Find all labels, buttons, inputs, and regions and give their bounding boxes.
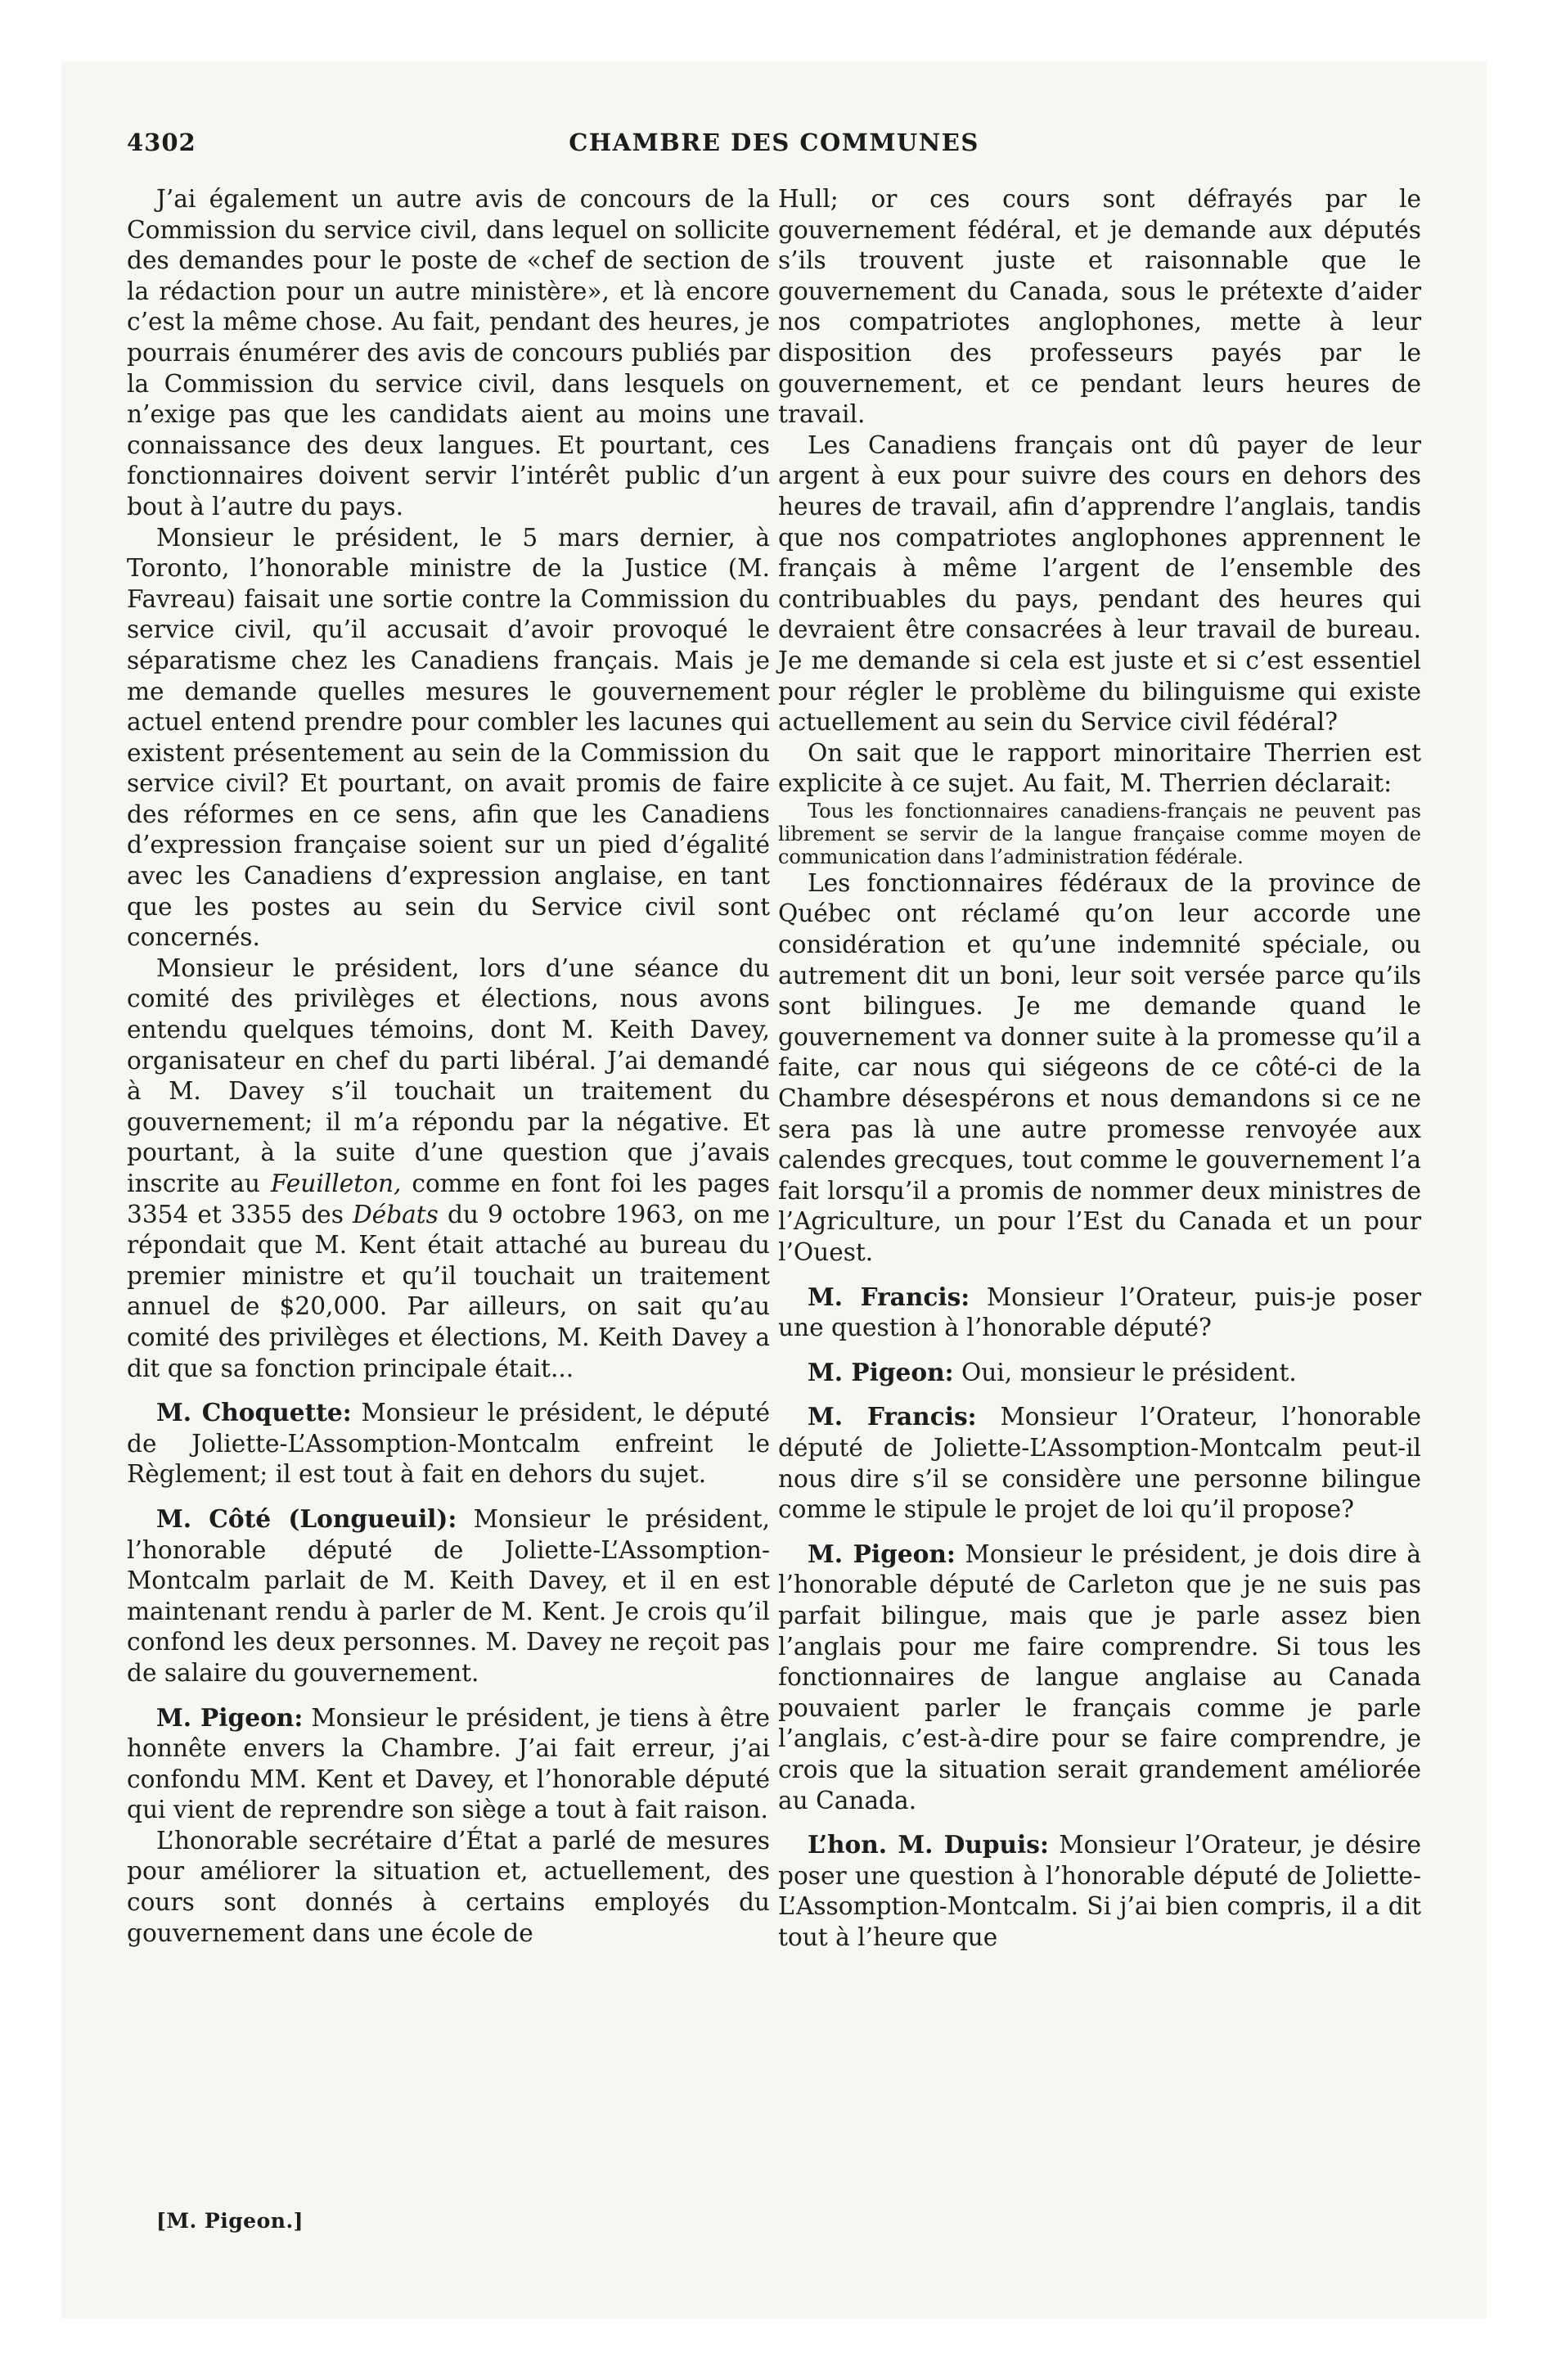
speech: L’hon. M. Dupuis: Monsieur l’Orateur, je désire poser une question à l’honorable député de Joliette-L’Assomption-Montcalm. Si j’ai bien compris, il a dit tout à l’heure que — [778, 1830, 1421, 1951]
page-header — [127, 128, 1421, 178]
paragraph: Monsieur le président, le 5 mars dernier, à Toronto, l’honorable ministre de la Justice (M. Favreau) faisait une sortie contre la Commission du service civil, qu’il accusait d’avoir provoqué le séparatisme chez les Canadiens français. Mais je me demande quelles mesures le gouvernement actuel entend prendre pour combler les lacunes qui existent présentement au sein de la Commission du service civil? Et pourtant, on avait promis de faire des réformes en ce sens, afin que les Canadiens d’expression française soient sur un pied d’égalité avec les Canadiens d’expression anglaise, en tant que les postes au sein du Service civil sont concernés. — [127, 523, 770, 952]
paragraph: J’ai également un autre avis de concours de la Commission du service civil, dans lequel on sollicite des demandes pour le poste de «chef de section de la rédaction pour un autre ministère», et là encore c’est la même chose. Au fait, pendant des heures, je pourrais énumérer des avis de concours publiés par la Commission du service civil, dans lesquels on n’exige pas que les candidats aient au moins une connaissance des deux langues. Et pourtant, ces fonctionnaires doivent servir l’intérêt public d’un bout à l’autre du pays. — [127, 185, 770, 521]
paragraph: Monsieur le président, lors d’une séance du comité des privilèges et élections, nous avons entendu quelques témoins, dont M. Keith Davey, organisateur en chef du parti libéral. J’ai demandé à M. Davey s’il touchait un traitement du gouvernement; il m’a répondu par la négative. Et pourtant, à la suite d’une question que j’avais inscrite au Feuilleton, comme en font foi les pages 3354 et 3355 des Débats du 9 octobre 1963, on me répondait que M. Kent était attaché au bureau du premier ministre et qu’il touchait un traitement annuel de $20,000. Par ailleurs, on sait qu’au comité des privilèges et élections, M. Keith Davey a dit que sa fonction principale était... — [127, 953, 770, 1382]
italic-term: Débats — [352, 1200, 439, 1228]
paragraph: Les Canadiens français ont dû payer de leur argent à eux pour suivre des cours en dehors des heures de travail, afin d’apprendre l’anglais, tandis que nos compatriotes anglophones apprennent le français à même l’argent de l’ensemble des contribuables du pays, pendant des heures qui devraient être consacrées à leur travail de bureau. Je me demande si cela est juste et si c’est essentiel pour régler le problème du bilinguisme qui existe actuellement au sein du Service civil fédéral? — [778, 430, 1421, 737]
speech: M. Pigeon: Oui, monsieur le président. — [808, 1357, 1297, 1386]
speaker-name: M. Francis: — [808, 1282, 970, 1311]
speech: M. Côté (Longueuil): Monsieur le président, l’honorable député de Joliette-L’Assomption-Montcalm parlait de M. Keith Davey, et il en est maintenant rendu à parler de M. Kent. Je crois qu’il confond les deux personnes. M. Davey ne reçoit pas de salaire du gouvernement. — [127, 1503, 770, 1687]
speech: M. Francis: Monsieur l’Orateur, puis-je poser une question à l’honorable député? — [778, 1282, 1422, 1342]
footer-speaker-reference: [M. Pigeon.] — [156, 2209, 304, 2233]
document-page — [61, 61, 1487, 2319]
speech: M. Choquette: Monsieur le président, le député de Joliette-L’Assomption-Montcalm enfreint le Règlement; il est tout à fait en dehors du sujet. — [127, 1398, 770, 1489]
speech: M. Francis: Monsieur l’Orateur, l’honorable député de Joliette-L’Assomption-Montcalm peut-il nous dire s’il se considère une personne bilingue comme le stipule le projet de loi qu’il propose? — [778, 1402, 1421, 1524]
speaker-name: M. Côté (Longueuil): — [156, 1503, 457, 1533]
paragraph: On sait que le rapport minoritaire Therrien est explicite à ce sujet. Au fait, M. Therrien déclarait: — [778, 738, 1421, 798]
paragraph: Hull; or ces cours sont défrayés par le gouvernement fédéral, et je demande aux députés s’ils trouvent juste et raisonnable que le gouvernement du Canada, sous le prétexte d’aider nos compatriotes anglophones, mette à leur disposition des professeurs payés par le gouvernement, et ce pendant leurs heures de travail. — [778, 185, 1421, 429]
speaker-name: M. Pigeon: — [808, 1539, 956, 1568]
speaker-name: M. Pigeon: — [808, 1357, 954, 1386]
speaker-name: M. Francis: — [808, 1402, 977, 1431]
right-column — [778, 184, 1421, 2247]
left-column — [127, 184, 770, 2247]
running-title: CHAMBRE DES COMMUNES — [569, 128, 979, 156]
speaker-name: M. Choquette: — [156, 1398, 352, 1427]
speech: M. Pigeon: Monsieur le président, je tiens à être honnête envers la Chambre. J’ai fait erreur, j’ai confondu MM. Kent et Davey, et l’honorable député qui vient de reprendre son siège a tout à fait raison. — [127, 1702, 771, 1824]
speaker-name: M. Pigeon: — [156, 1702, 304, 1732]
block-quote: Tous les fonctionnaires canadiens-français ne peuvent pas librement se servir de la langue française comme moyen de communication dans l’administration fédérale. — [778, 799, 1421, 868]
paragraph: Les fonctionnaires fédéraux de la province de Québec ont réclamé qu’on leur accorde une considération et qu’une indemnité spéciale, ou autrement dit un boni, leur soit versée parce qu’ils sont bilingues. Je me demande quand le gouvernement va donner suite à la promesse qu’il a faite, car nous qui siégeons de ce côté-ci de la Chambre désespérons et nous demandons si ce ne sera pas là une autre promesse renvoyée aux calendes grecques, tout comme le gouvernement l’a fait lorsqu’il a promis de nommer deux ministres de l’Agriculture, un pour l’Est du Canada et un pour l’Ouest. — [778, 868, 1421, 1266]
paragraph: L’honorable secrétaire d’État a parlé de mesures pour améliorer la situation et, actuellement, des cours sont donnés à certains employés du gouvernement dans une école de — [127, 1826, 770, 1947]
page-number: 4302 — [127, 128, 196, 156]
italic-term: Feuilleton, — [270, 1170, 402, 1197]
speaker-name: L’hon. M. Dupuis: — [808, 1830, 1049, 1859]
speech: M. Pigeon: Monsieur le président, je dois dire à l’honorable député de Carleton que je ne suis pas parfait bilingue, mais que je parle assez bien l’anglais pour me faire comprendre. Si tous les fonctionnaires de langue anglaise au Canada pouvaient parler le français comme je parle l’anglais, c’est-à-dire pour se faire comprendre, je crois que la situation serait grandement améliorée au Canada. — [778, 1539, 1422, 1814]
